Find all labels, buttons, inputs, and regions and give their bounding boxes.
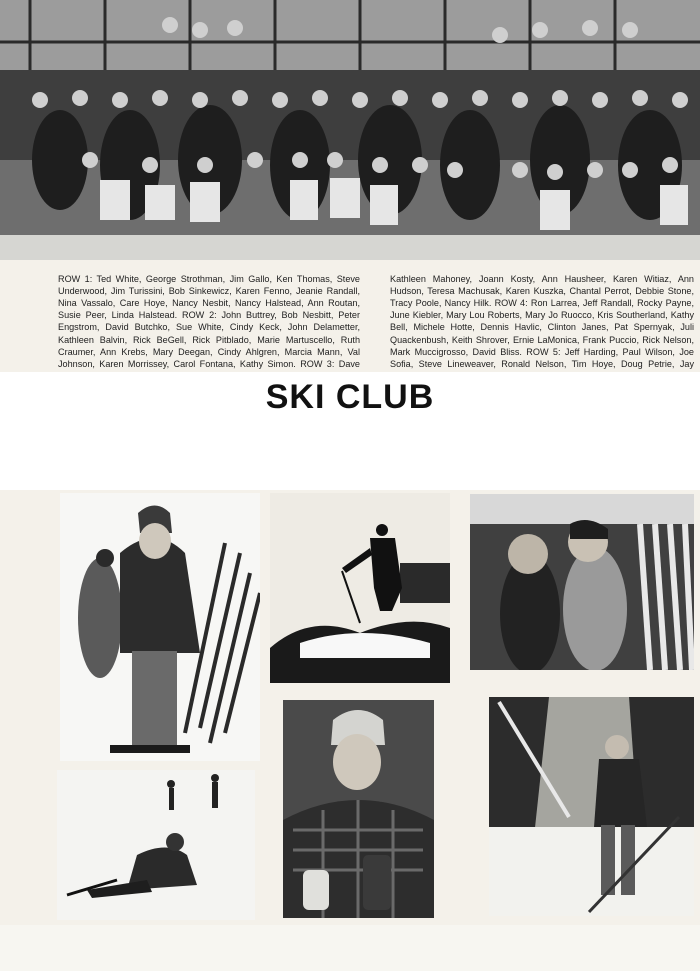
photo-fallen-skier [57,770,255,920]
photo-silhouette-skier [270,493,450,683]
photo-ski-shop [470,494,694,670]
group-photo [0,0,700,260]
photo-skier-by-rack [60,493,260,761]
photo-skier-with-pole [489,697,694,916]
caption-left: ROW 1: Ted White, George Strothman, Jim Gallo, Ken Thomas, Steve Underwood, Jim Turissini, Bob Sinkewicz, Karen Fenno, Jeanie Randall, Nina Vassalo, Care Hoye, Nancy Nesbit, Nancy Halstead, Ann Routan, Susie Peer, Linda Halstead. ROW 2: John Buttrey, Bob Nesbitt, Peter Engstrom, David Butchko, Sue White, Cindy Keck, John Delametter, Kathleen Balvin, Rick BeGell, Rick Pitblado, Marie Martuscello, Ruth Craumer, Ann Krebs, Mary Deegan, Cindy Ahlgren, Marcia Mann, Val Johnson, Karen Morrissey, Carol Fontana, Kathy Simon. ROW 3: Dave [58,274,360,369]
caption-right: Kathleen Mahoney, Joann Kosty, Ann Hausheer, Karen Witiaz, Ann Hudson, Teresa Machusak, Karen Kuszka, Chantal Perrot, Debbie Stone, Tracy Poole, Nancy Hilk. ROW 4: Ron Larrea, Jeff Randall, Rocky Payne, June Kiebler, Mary Lou Roberts, Mary Jo Ruocco, Kris Southerland, Kathy Bell, Michele Hotte, Dennis Havlic, Clinton Janes, Pat Spernyak, Juli Quackenbush, Keith Shrover, Ernie LaMonica, Frank Puccio, Rick Nelson, Mark Muccigrosso, David Bliss. ROW 5: Jeff Harding, Paul Wilson, Joe Sofia, Steve Lineweaver, Ronald Nelson, Tim Hoye, Doug Petrie, Jay [390,274,694,369]
page-bottom-margin [0,925,700,971]
photo-girl-with-thermos [283,700,434,918]
page-title: SKI CLUB [265,378,435,416]
